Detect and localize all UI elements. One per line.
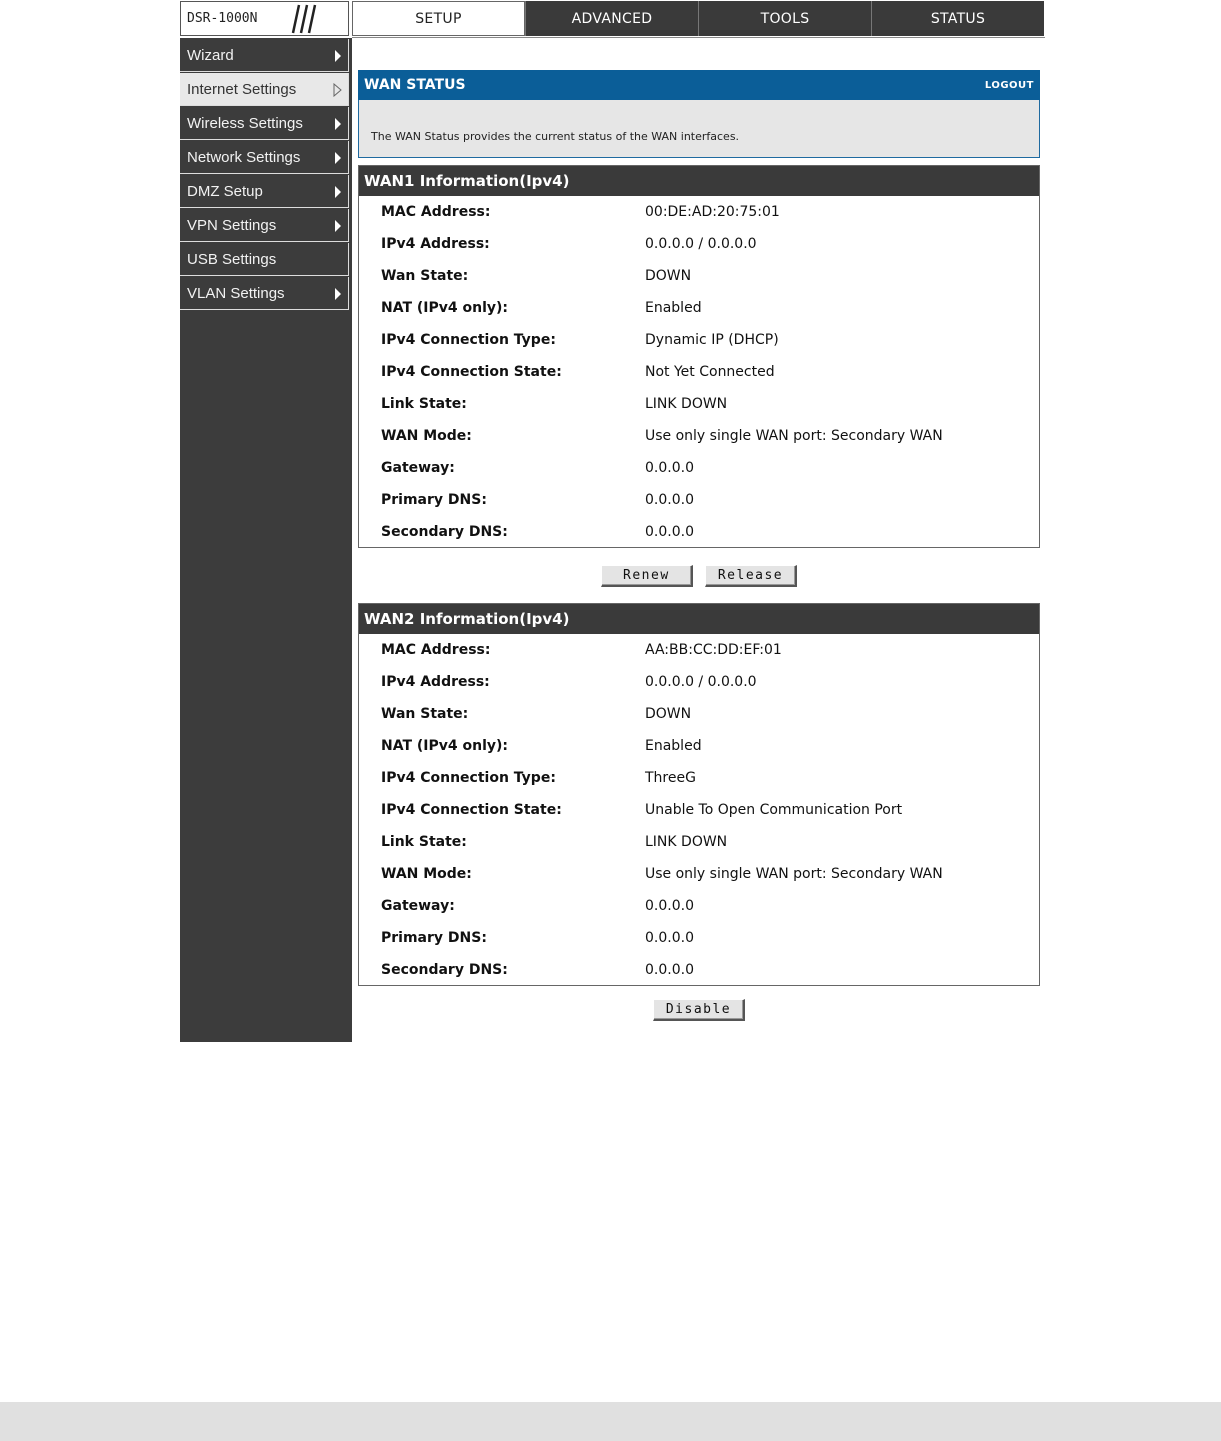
info-value: 00:DE:AD:20:75:01 bbox=[645, 204, 780, 220]
sidebar-item-label: Wireless Settings bbox=[187, 114, 303, 132]
wan1-actions bbox=[358, 548, 1040, 603]
wan-status-header bbox=[358, 70, 1040, 100]
info-row bbox=[359, 922, 1039, 954]
info-value: Enabled bbox=[645, 300, 702, 316]
info-row bbox=[359, 634, 1039, 666]
footer-band bbox=[0, 1402, 1221, 1441]
info-value: 0.0.0.0 / 0.0.0.0 bbox=[645, 236, 757, 252]
info-row bbox=[359, 858, 1039, 890]
release-button[interactable]: Release bbox=[705, 565, 797, 587]
wan2-info-panel bbox=[358, 603, 1040, 986]
info-row bbox=[359, 228, 1039, 260]
info-label: NAT (IPv4 only): bbox=[381, 300, 509, 316]
info-row bbox=[359, 890, 1039, 922]
sidebar-item-vlan-settings[interactable] bbox=[180, 277, 349, 310]
sidebar-item-label: Network Settings bbox=[187, 148, 301, 166]
info-label: Gateway: bbox=[381, 898, 455, 914]
info-value: LINK DOWN bbox=[645, 834, 728, 850]
tab-tools[interactable]: TOOLS bbox=[698, 1, 871, 36]
info-row bbox=[359, 516, 1039, 547]
info-label: Primary DNS: bbox=[381, 930, 487, 946]
info-label: IPv4 Connection State: bbox=[381, 364, 562, 380]
info-value: Not Yet Connected bbox=[645, 364, 775, 380]
info-row bbox=[359, 730, 1039, 762]
info-row bbox=[359, 388, 1039, 420]
sidebar-item-label: USB Settings bbox=[187, 250, 277, 268]
info-value: 0.0.0.0 bbox=[645, 523, 694, 540]
info-value: LINK DOWN bbox=[645, 396, 728, 412]
info-row bbox=[359, 794, 1039, 826]
info-label: IPv4 Connection Type: bbox=[381, 770, 556, 786]
info-value: 0.0.0.0 bbox=[645, 460, 694, 476]
info-value: DOWN bbox=[645, 706, 692, 722]
info-row bbox=[359, 260, 1039, 292]
info-value: Dynamic IP (DHCP) bbox=[645, 332, 779, 348]
brand-logo bbox=[180, 1, 349, 36]
info-value: 0.0.0.0 bbox=[645, 898, 694, 914]
info-row bbox=[359, 826, 1039, 858]
main-tabs bbox=[352, 1, 1044, 36]
sidebar-item-internet-settings[interactable] bbox=[180, 73, 349, 106]
info-label: Wan State: bbox=[381, 268, 469, 284]
tab-setup[interactable]: SETUP bbox=[352, 1, 525, 36]
model-name: DSR-1000N bbox=[187, 11, 258, 26]
sidebar-item-wizard[interactable] bbox=[180, 39, 349, 72]
sidebar-item-dmz-setup[interactable] bbox=[180, 175, 349, 208]
page-description: The WAN Status provides the current status of the WAN interfaces. bbox=[358, 100, 1040, 158]
info-label: Link State: bbox=[381, 834, 467, 850]
arrow-right-icon bbox=[335, 152, 341, 164]
info-value: DOWN bbox=[645, 268, 692, 284]
info-label: Wan State: bbox=[381, 706, 469, 722]
info-label: IPv4 Address: bbox=[381, 674, 490, 690]
info-label: WAN Mode: bbox=[381, 428, 472, 444]
info-label: IPv4 Connection State: bbox=[381, 802, 562, 818]
sidebar-item-label: Internet Settings bbox=[187, 80, 297, 98]
arrow-right-icon bbox=[335, 118, 341, 130]
wan2-info-title: WAN2 Information(Ipv4) bbox=[359, 604, 1039, 634]
info-label: NAT (IPv4 only): bbox=[381, 738, 509, 754]
info-row bbox=[359, 452, 1039, 484]
brand-slashes-icon bbox=[281, 4, 321, 34]
arrow-right-icon bbox=[335, 220, 341, 232]
info-row bbox=[359, 324, 1039, 356]
sidebar-item-label: DMZ Setup bbox=[187, 182, 263, 200]
wan2-actions bbox=[358, 986, 1040, 1034]
arrow-right-outline-icon bbox=[333, 83, 343, 97]
top-navigation-bar bbox=[180, 0, 1045, 38]
tab-advanced[interactable]: ADVANCED bbox=[525, 1, 698, 36]
info-row bbox=[359, 484, 1039, 516]
sidebar-item-label: VLAN Settings bbox=[187, 284, 285, 302]
info-label: Primary DNS: bbox=[381, 492, 487, 508]
sidebar-item-label: Wizard bbox=[187, 46, 234, 64]
info-label: IPv4 Address: bbox=[381, 236, 490, 252]
info-value: Unable To Open Communication Port bbox=[645, 802, 903, 818]
info-row bbox=[359, 698, 1039, 730]
sidebar bbox=[180, 38, 352, 1042]
info-value: Enabled bbox=[645, 738, 702, 754]
info-label: WAN Mode: bbox=[381, 866, 472, 882]
info-row bbox=[359, 356, 1039, 388]
disable-button[interactable]: Disable bbox=[653, 999, 745, 1021]
arrow-right-icon bbox=[335, 186, 341, 198]
sidebar-item-network-settings[interactable] bbox=[180, 141, 349, 174]
info-row bbox=[359, 762, 1039, 794]
info-label: Secondary DNS: bbox=[381, 961, 508, 978]
info-row bbox=[359, 954, 1039, 985]
top-divider bbox=[352, 37, 1045, 38]
sidebar-item-vpn-settings[interactable] bbox=[180, 209, 349, 242]
info-row bbox=[359, 292, 1039, 324]
arrow-right-icon bbox=[335, 288, 341, 300]
info-value: ThreeG bbox=[645, 770, 696, 786]
info-value: 0.0.0.0 bbox=[645, 930, 694, 946]
info-value: 0.0.0.0 bbox=[645, 492, 694, 508]
wan1-info-panel bbox=[358, 165, 1040, 548]
sidebar-item-usb-settings[interactable] bbox=[180, 243, 349, 276]
info-value: 0.0.0.0 / 0.0.0.0 bbox=[645, 674, 757, 690]
arrow-right-icon bbox=[335, 50, 341, 62]
main-content bbox=[358, 70, 1040, 1034]
wan1-info-title: WAN1 Information(Ipv4) bbox=[359, 166, 1039, 196]
logout-link[interactable]: LOGOUT bbox=[984, 79, 1034, 91]
info-row bbox=[359, 666, 1039, 698]
info-label: Secondary DNS: bbox=[381, 523, 508, 540]
info-value: 0.0.0.0 bbox=[645, 961, 694, 978]
info-label: Gateway: bbox=[381, 460, 455, 476]
info-row bbox=[359, 420, 1039, 452]
info-label: IPv4 Connection Type: bbox=[381, 332, 556, 348]
info-label: Link State: bbox=[381, 396, 467, 412]
info-row bbox=[359, 196, 1039, 228]
info-value: AA:BB:CC:DD:EF:01 bbox=[645, 642, 782, 658]
renew-button[interactable]: Renew bbox=[601, 565, 693, 587]
sidebar-item-label: VPN Settings bbox=[187, 216, 277, 234]
info-value: Use only single WAN port: Secondary WAN bbox=[645, 866, 943, 882]
sidebar-item-wireless-settings[interactable] bbox=[180, 107, 349, 140]
info-label: MAC Address: bbox=[381, 642, 491, 658]
info-label: MAC Address: bbox=[381, 204, 491, 220]
page-title: WAN STATUS bbox=[364, 77, 466, 93]
tab-status[interactable]: STATUS bbox=[871, 1, 1044, 36]
info-value: Use only single WAN port: Secondary WAN bbox=[645, 428, 943, 444]
